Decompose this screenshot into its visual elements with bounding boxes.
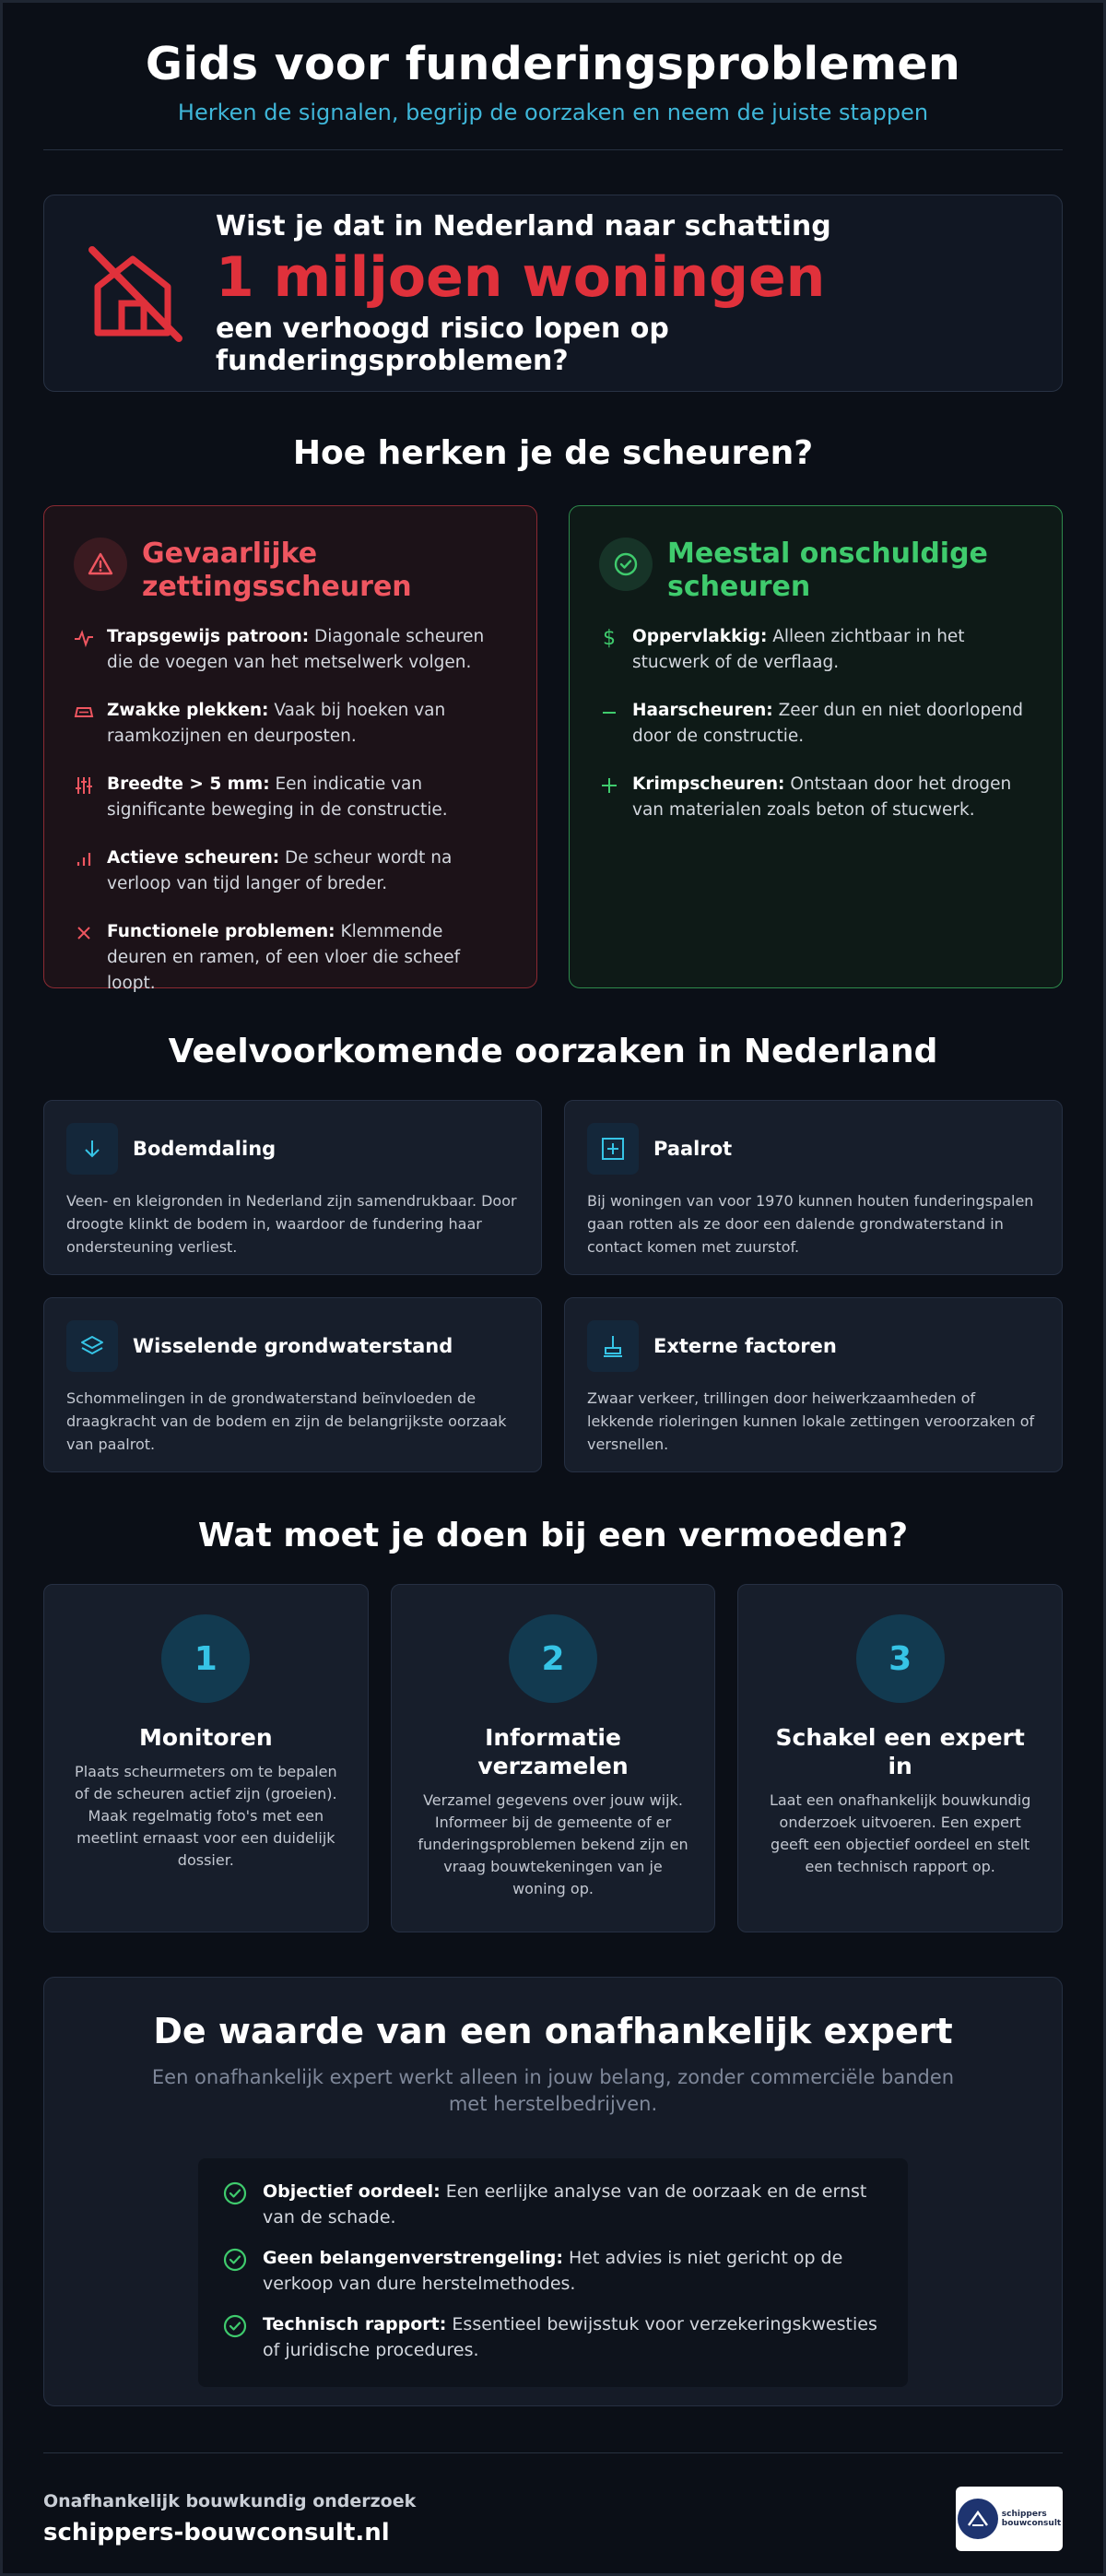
check-text: Een eerlijke analyse van de oorzaak en de ernst van de schade. [263,2181,867,2227]
check-circle-icon [222,2313,248,2339]
danger-item-bold: Zwakke plekken: [107,701,269,720]
check-circle-icon [222,2247,248,2273]
danger-item-text: Een indicatie van significante beweging in de constructie. [107,774,448,820]
plus-square-icon [587,1123,639,1175]
cause-title: Externe factoren [653,1335,837,1357]
check-item [222,2179,884,2230]
step-card [43,1584,369,1932]
page-title: Gids voor funderingsproblemen [145,38,961,90]
danger-cracks-card [43,505,537,993]
cause-text: Bij woningen van voor 1970 kunnen houten funderingspalen gaan rotten als ze door een dalende grondwaterstand in contact komen met zuurstof. [587,1192,1034,1256]
step-title: Schakel een expert in [775,1724,1025,1779]
safe-item [599,624,1032,676]
safe-item-text: Zeer dun en niet doorlopend door de constructie. [632,701,1023,746]
cause-text: Zwaar verkeer, trillingen door heiwerkzaamheden of lekkende rioleringen kunnen lokale zettingen veroorzaken of versnellen. [587,1389,1035,1453]
company-logo[interactable] [956,2487,1063,2551]
step-number: 3 [856,1614,945,1703]
minus-icon [599,702,619,722]
danger-item [74,845,507,897]
causes-title: Veelvoorkomende oorzaken in Nederland [168,1033,938,1070]
footer-divider [43,2452,1063,2453]
danger-item [74,772,507,823]
pulse-icon [74,628,94,648]
safe-item-bold: Haarscheuren: [632,701,773,720]
expert-checklist [198,2158,908,2387]
sliders-icon [74,775,94,796]
causes-grid [43,1100,1063,1472]
stat-highlight: 1 miljoen woningen [216,244,826,310]
logo-mark-icon [958,2499,998,2539]
step-text: Plaats scheurmeters om te bepalen of de scheuren actief zijn (groeien). Maak regelmatig foto's met een meetlint ernaast voor een duidelijk dossier. [75,1763,337,1869]
safe-item-text: Ontstaan door het drogen van materialen zoals beton of stucwerk. [632,774,1012,820]
stat-line-1: Wist je dat in Nederland naar schatting [216,209,831,242]
cause-card-externe-factoren [564,1297,1063,1472]
stat-line-3: een verhoogd risico lopen op funderingsproblemen? [216,312,669,377]
danger-item-text: Klemmende deuren en ramen, of een vloer die scheef loopt. [107,922,461,993]
danger-item [74,624,507,676]
steps-row [43,1584,1063,1932]
layers-icon [66,1320,118,1372]
stat-banner [43,195,1063,392]
arrow-down-icon [66,1123,118,1175]
danger-item-text: Vaak bij hoeken van raamkozijnen en deurposten. [107,701,446,746]
step-card [391,1584,716,1932]
danger-item-text: De scheur wordt na verloop van tijd langer of breder. [107,848,453,893]
check-circle-icon [612,550,640,578]
cracks-section [43,505,1063,993]
bars-icon [74,849,94,869]
cause-text: Veen- en kleigronden in Nederland zijn samendrukbaar. Door droogte klinkt de bodem in, waardoor de fundering haar ondersteuning verliest. [66,1192,517,1256]
step-title: Monitoren [139,1724,273,1751]
logo-text-1: schippers [1001,2510,1047,2519]
danger-item-bold: Functionele problemen: [107,922,335,941]
safe-item [599,772,1032,823]
cause-title: Paalrot [653,1138,733,1160]
cracks-title: Hoe herken je de scheuren? [292,434,814,472]
page-subtitle: Herken de signalen, begrijp de oorzaken en neem de juiste stappen [177,100,929,125]
step-title: Informatie verzamelen [477,1724,629,1779]
plus-icon [599,775,619,796]
cause-card-bodemdaling [43,1100,542,1275]
expert-title: De waarde van een onafhankelijk expert [153,2011,953,2051]
steps-title: Wat moet je doen bij een vermoeden? [197,1517,909,1554]
footer-url-link[interactable]: schippers-bouwconsult.nl [43,2519,390,2546]
cause-text: Schommelingen in de grondwaterstand beïnvloeden de draagkracht van de bodem en zijn de belangrijkste oorzaak van paalrot. [66,1389,507,1453]
danger-item-bold: Actieve scheuren: [107,848,280,868]
divider [43,149,1063,150]
check-item [222,2311,884,2363]
cause-title: Wisselende grondwaterstand [133,1335,453,1357]
footer [43,2487,1063,2551]
danger-item-bold: Trapsgewijs patroon: [107,627,310,646]
window-frame-icon [74,702,94,722]
danger-item-text: Diagonale scheuren die de voegen van het metselwerk volgen. [107,627,485,672]
warning-icon [87,550,114,578]
check-bold: Technisch rapport: [263,2314,447,2334]
step-card [737,1584,1063,1932]
check-badge [599,538,653,591]
logo-text-2: bouwconsult [1001,2519,1062,2528]
safe-heading: Meestal onschuldige scheuren [667,538,988,603]
danger-item [74,698,507,750]
expert-lead: Een onafhankelijk expert werkt alleen in jouw belang, zonder commerciële banden met herstelbedrijven. [151,2066,955,2115]
check-item [222,2245,884,2297]
safe-item-text: Alleen zichtbaar in het stucwerk of de verflaag. [632,627,965,672]
dollar-icon: $ [603,626,616,650]
cause-card-grondwaterstand [43,1297,542,1472]
safe-item [599,698,1032,750]
step-text: Verzamel gegevens over jouw wijk. Informeer bij de gemeente of er funderingsproblemen bekend zijn en vraag bouwtekeningen van je woning op. [418,1791,688,1897]
warning-badge [74,538,127,591]
danger-item [74,919,507,997]
cause-card-paalrot [564,1100,1063,1275]
x-icon [74,923,94,943]
check-text: Essentieel bewijsstuk voor verzekeringskwesties of juridische procedures. [263,2314,877,2360]
house-crossed-icon [87,242,188,344]
step-number: 2 [509,1614,597,1703]
check-bold: Geen belangenverstrengeling: [263,2248,563,2268]
check-circle-icon [222,2180,248,2206]
safe-item-bold: Krimpscheuren: [632,774,785,794]
header [43,3,1063,125]
danger-heading: Gevaarlijke zettingsscheuren [142,538,412,603]
expert-section [43,1977,1063,2406]
check-bold: Objectief oordeel: [263,2181,441,2202]
safe-cracks-card [569,505,1063,988]
safe-item-bold: Oppervlakkig: [632,627,768,646]
step-number: 1 [161,1614,250,1703]
pile-driver-icon [587,1320,639,1372]
danger-item-bold: Breedte > 5 mm: [107,774,270,794]
check-text: Het advies is niet gericht op de verkoop van dure herstelmethodes. [263,2248,843,2294]
step-text: Laat een onafhankelijk bouwkundig onderzoek uitvoeren. Een expert geeft een objectief oordeel en stelt een technisch rapport op. [769,1791,1031,1875]
cause-title: Bodemdaling [133,1138,276,1160]
footer-tagline: Onafhankelijk bouwkundig onderzoek [43,2491,417,2511]
